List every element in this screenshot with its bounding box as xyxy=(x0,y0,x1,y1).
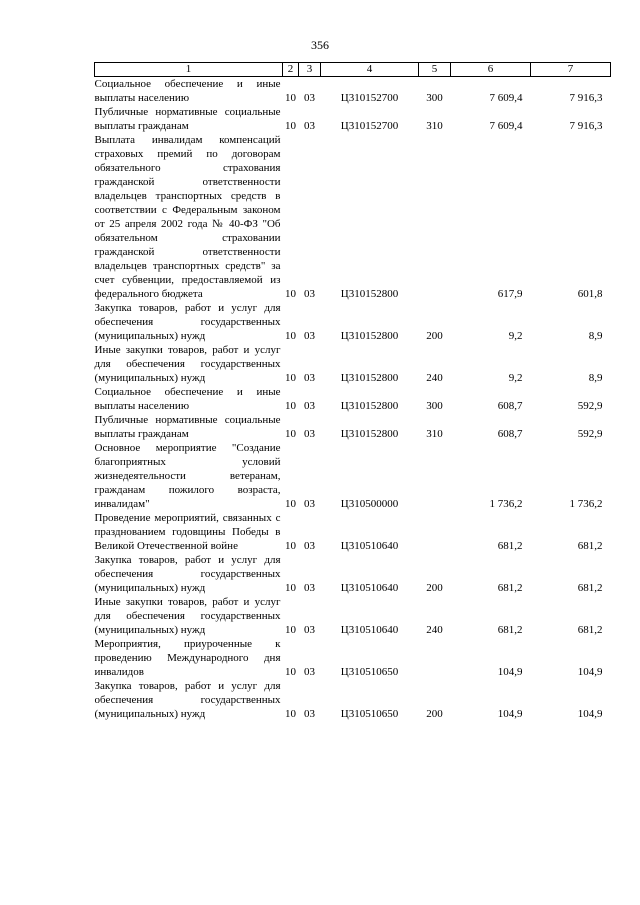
expense-type-cell xyxy=(419,637,451,679)
expense-type-cell: 300 xyxy=(426,400,443,412)
amount-cell: 608,7 xyxy=(497,428,523,440)
amount-cell: 9,2 xyxy=(508,330,523,342)
expense-type-cell xyxy=(419,441,451,511)
section-cell: 10 xyxy=(285,708,296,720)
row-name-cell: Закупка товаров, работ и услуг для обеспечения государственных (муниципальных) нужд xyxy=(94,302,281,342)
target-article-cell: Ц310510640 xyxy=(340,624,399,636)
subsection-cell: 03 xyxy=(304,372,315,384)
table-row xyxy=(95,133,611,301)
column-header: 6 xyxy=(451,63,531,77)
page-number: 356 xyxy=(311,38,329,52)
column-header: 5 xyxy=(419,63,451,77)
amount-cell: 104,9 xyxy=(497,666,523,678)
amount-cell: 681,2 xyxy=(497,540,523,552)
subsection-cell: 03 xyxy=(304,428,315,440)
target-article-cell: Ц310152800 xyxy=(340,428,399,440)
table-row xyxy=(95,679,611,721)
target-article-cell: Ц310510650 xyxy=(340,708,399,720)
section-cell: 10 xyxy=(285,92,296,104)
table-body xyxy=(95,77,611,722)
expense-type-cell xyxy=(419,511,451,553)
subsection-cell: 03 xyxy=(304,624,315,636)
subsection-cell: 03 xyxy=(304,120,315,132)
section-cell: 10 xyxy=(285,330,296,342)
row-name-cell: Закупка товаров, работ и услуг для обеспечения государственных (муниципальных) нужд xyxy=(94,554,281,594)
amount-cell: 9,2 xyxy=(508,372,523,384)
section-cell: 10 xyxy=(285,400,296,412)
section-cell: 10 xyxy=(285,372,296,384)
row-name-cell: Публичные нормативные социальные выплаты гражданам xyxy=(94,106,281,132)
target-article-cell: Ц310500000 xyxy=(340,498,399,510)
target-article-cell: Ц310510640 xyxy=(340,540,399,552)
expense-type-cell: 200 xyxy=(426,708,443,720)
amount-cell: 7 609,4 xyxy=(489,120,523,132)
row-name-cell: Проведение мероприятий, связанных с празднованием годовщины Победы в Великой Отечественной войне xyxy=(94,512,281,552)
amount-cell: 592,9 xyxy=(577,428,603,440)
subsection-cell: 03 xyxy=(304,498,315,510)
subsection-cell: 03 xyxy=(304,400,315,412)
target-article-cell: Ц310152700 xyxy=(340,120,399,132)
amount-cell: 7 609,4 xyxy=(489,92,523,104)
amount-cell: 7 916,3 xyxy=(569,92,603,104)
row-name-cell: Социальное обеспечение и иные выплаты населению xyxy=(94,78,281,104)
table-row xyxy=(95,413,611,441)
expense-type-cell xyxy=(419,133,451,301)
expense-type-cell: 240 xyxy=(426,624,443,636)
amount-cell: 601,8 xyxy=(577,288,603,300)
expense-type-cell: 240 xyxy=(426,372,443,384)
amount-cell: 8,9 xyxy=(588,372,603,384)
section-cell: 10 xyxy=(285,666,296,678)
row-name-cell: Выплата инвалидам компенсаций страховых премий по договорам обязательного страхования гражданской ответственности владельцев транспортных средств в соответствии с Федеральным законом от 25 апреля 2002 года № 40-ФЗ "Об обязательном страховании гражданской ответственности владельцев транспортных средств" за счет субвенции, предоставляемой из федерального бюджета xyxy=(94,134,281,300)
table-row xyxy=(95,595,611,637)
expense-type-cell: 200 xyxy=(426,330,443,342)
target-article-cell: Ц310510650 xyxy=(340,666,399,678)
amount-cell: 681,2 xyxy=(577,582,603,594)
table-row xyxy=(95,553,611,595)
target-article-cell: Ц310152800 xyxy=(340,288,399,300)
subsection-cell: 03 xyxy=(304,666,315,678)
column-header: 1 xyxy=(95,63,283,77)
target-article-cell: Ц310152800 xyxy=(340,400,399,412)
target-article-cell: Ц310152700 xyxy=(340,92,399,104)
table-row xyxy=(95,637,611,679)
table-row xyxy=(95,77,611,106)
section-cell: 10 xyxy=(285,582,296,594)
subsection-cell: 03 xyxy=(304,330,315,342)
expense-type-cell: 310 xyxy=(426,120,443,132)
section-cell: 10 xyxy=(285,428,296,440)
column-header: 3 xyxy=(299,63,321,77)
subsection-cell: 03 xyxy=(304,92,315,104)
table-row xyxy=(95,511,611,553)
section-cell: 10 xyxy=(285,498,296,510)
table-row xyxy=(95,385,611,413)
target-article-cell: Ц310510640 xyxy=(340,582,399,594)
target-article-cell: Ц310152800 xyxy=(340,372,399,384)
column-header: 2 xyxy=(283,63,299,77)
row-name-cell: Иные закупки товаров, работ и услуг для обеспечения государственных (муниципальных) нужд xyxy=(94,344,281,384)
row-name-cell: Основное мероприятие "Создание благоприятных условий жизнедеятельности ветеранам, гражданам пожилого возраста, инвалидам" xyxy=(94,442,281,510)
amount-cell: 617,9 xyxy=(497,288,523,300)
target-article-cell: Ц310152800 xyxy=(340,330,399,342)
row-name-cell: Публичные нормативные социальные выплаты гражданам xyxy=(94,414,281,440)
amount-cell: 8,9 xyxy=(588,330,603,342)
expense-type-cell: 300 xyxy=(426,92,443,104)
row-name-cell: Социальное обеспечение и иные выплаты населению xyxy=(94,386,281,412)
section-cell: 10 xyxy=(285,540,296,552)
column-header: 7 xyxy=(531,63,611,77)
amount-cell: 1 736,2 xyxy=(569,498,603,510)
amount-cell: 681,2 xyxy=(577,624,603,636)
subsection-cell: 03 xyxy=(304,582,315,594)
budget-table xyxy=(94,62,611,721)
amount-cell: 104,9 xyxy=(497,708,523,720)
row-name-cell: Иные закупки товаров, работ и услуг для обеспечения государственных (муниципальных) нужд xyxy=(94,596,281,636)
amount-cell: 592,9 xyxy=(577,400,603,412)
subsection-cell: 03 xyxy=(304,708,315,720)
table-row xyxy=(95,301,611,343)
subsection-cell: 03 xyxy=(304,288,315,300)
section-cell: 10 xyxy=(285,120,296,132)
section-cell: 10 xyxy=(285,288,296,300)
amount-cell: 1 736,2 xyxy=(489,498,523,510)
row-name-cell: Мероприятия, приуроченные к проведению Международного дня инвалидов xyxy=(94,638,281,678)
row-name-cell: Закупка товаров, работ и услуг для обеспечения государственных (муниципальных) нужд xyxy=(94,680,281,720)
table-row xyxy=(95,105,611,133)
amount-cell: 104,9 xyxy=(577,666,603,678)
subsection-cell: 03 xyxy=(304,540,315,552)
amount-cell: 681,2 xyxy=(497,624,523,636)
table-row xyxy=(95,343,611,385)
amount-cell: 104,9 xyxy=(577,708,603,720)
header-row xyxy=(95,63,611,77)
amount-cell: 608,7 xyxy=(497,400,523,412)
table-row xyxy=(95,441,611,511)
expense-type-cell: 200 xyxy=(426,582,443,594)
column-header: 4 xyxy=(321,63,419,77)
amount-cell: 681,2 xyxy=(577,540,603,552)
expense-type-cell: 310 xyxy=(426,428,443,440)
amount-cell: 7 916,3 xyxy=(569,120,603,132)
amount-cell: 681,2 xyxy=(497,582,523,594)
section-cell: 10 xyxy=(285,624,296,636)
